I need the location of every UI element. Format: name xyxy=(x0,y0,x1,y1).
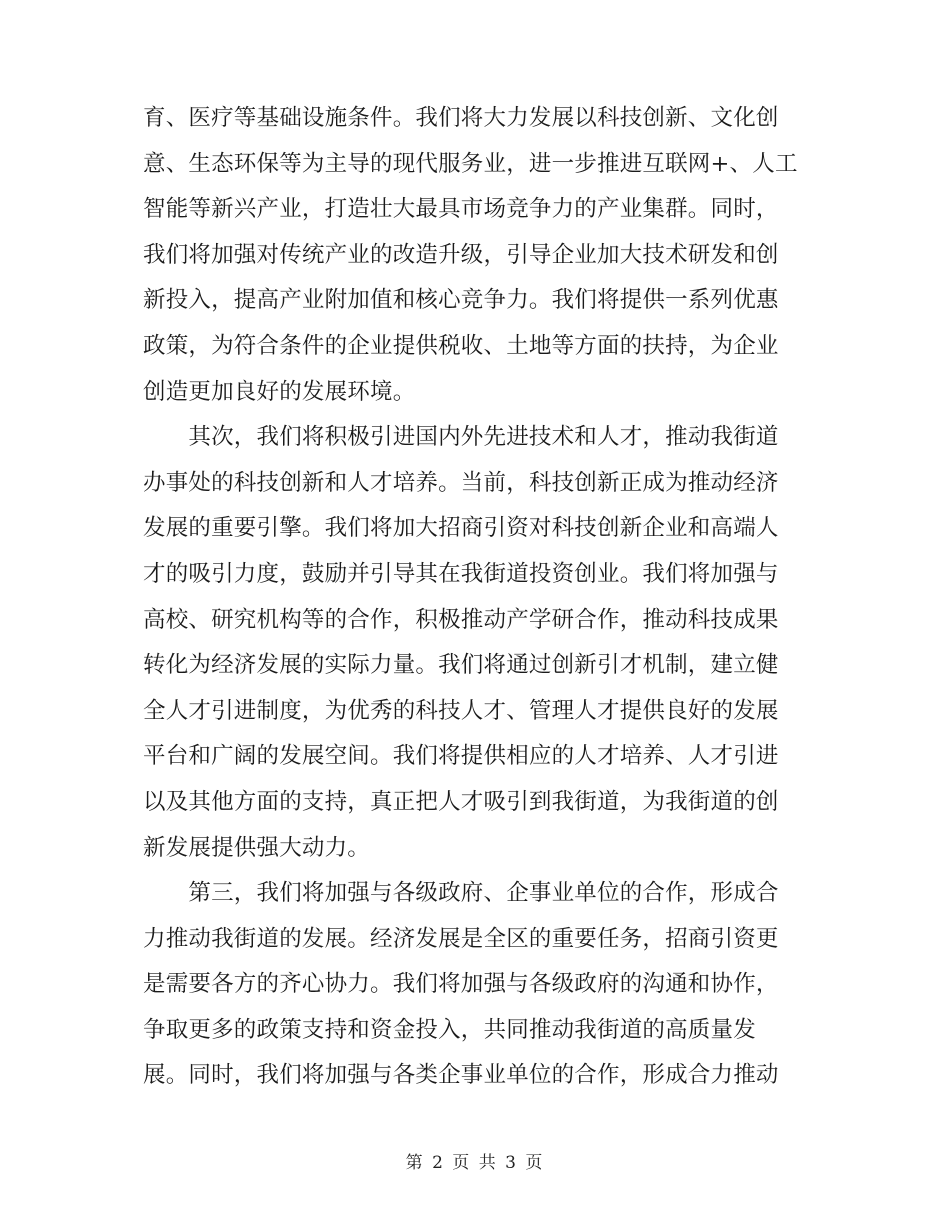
text-line: 新投入，提高产业附加值和核心竞争力。我们将提供一系列优惠 xyxy=(143,287,779,314)
text-line: 全人才引进制度，为优秀的科技人才、管理人才提供良好的发展 xyxy=(143,697,779,724)
text-line: 转化为经济发展的实际力量。我们将通过创新引才机制，建立健 xyxy=(143,652,779,679)
text-line: 第三，我们将加强与各级政府、企事业单位的合作，形成合 xyxy=(143,880,779,907)
text-line: 办事处的科技创新和人才培养。当前，科技创新正成为推动经济 xyxy=(143,469,779,496)
body-text xyxy=(143,96,807,1099)
text-line: 展。同时，我们将加强与各类企事业单位的合作，形成合力推动 xyxy=(143,1062,779,1089)
text-line: 力推动我街道的发展。经济发展是全区的重要任务，招商引资更 xyxy=(143,925,779,952)
text-line: 高校、研究机构等的合作，积极推动产学研合作，推动科技成果 xyxy=(143,606,779,633)
text-line: 意、生态环保等为主导的现代服务业，进一步推进互联网+、人工 xyxy=(143,150,798,177)
text-line: 新发展提供强大动力。 xyxy=(143,834,371,861)
text-line: 争取更多的政策支持和资金投入，共同推动我街道的高质量发 xyxy=(143,1016,756,1043)
text-line: 育、医疗等基础设施条件。我们将大力发展以科技创新、文化创 xyxy=(143,105,779,131)
text-line: 创造更加良好的发展环境。 xyxy=(143,378,416,405)
text-line: 以及其他方面的支持，真正把人才吸引到我街道，为我街道的创 xyxy=(143,788,779,815)
text-line: 我们将加强对传统产业的改造升级，引导企业加大技术研发和创 xyxy=(143,241,779,268)
text-line: 政策，为符合条件的企业提供税收、土地等方面的扶持，为企业 xyxy=(143,332,779,359)
page-number: 第 2 页 共 3 页 xyxy=(405,1153,545,1173)
text-line: 其次，我们将积极引进国内外先进技术和人才，推动我街道 xyxy=(143,424,779,451)
text-line: 智能等新兴产业，打造壮大最具市场竞争力的产业集群。同时， xyxy=(143,196,779,223)
text-line: 是需要各方的齐心协力。我们将加强与各级政府的沟通和协作， xyxy=(143,971,779,998)
text-line: 发展的重要引擎。我们将加大招商引资对科技创新企业和高端人 xyxy=(143,515,779,542)
text-line: 平台和广阔的发展空间。我们将提供相应的人才培养、人才引进 xyxy=(143,743,779,770)
text-line: 才的吸引力度，鼓励并引导其在我街道投资创业。我们将加强与 xyxy=(143,560,779,587)
